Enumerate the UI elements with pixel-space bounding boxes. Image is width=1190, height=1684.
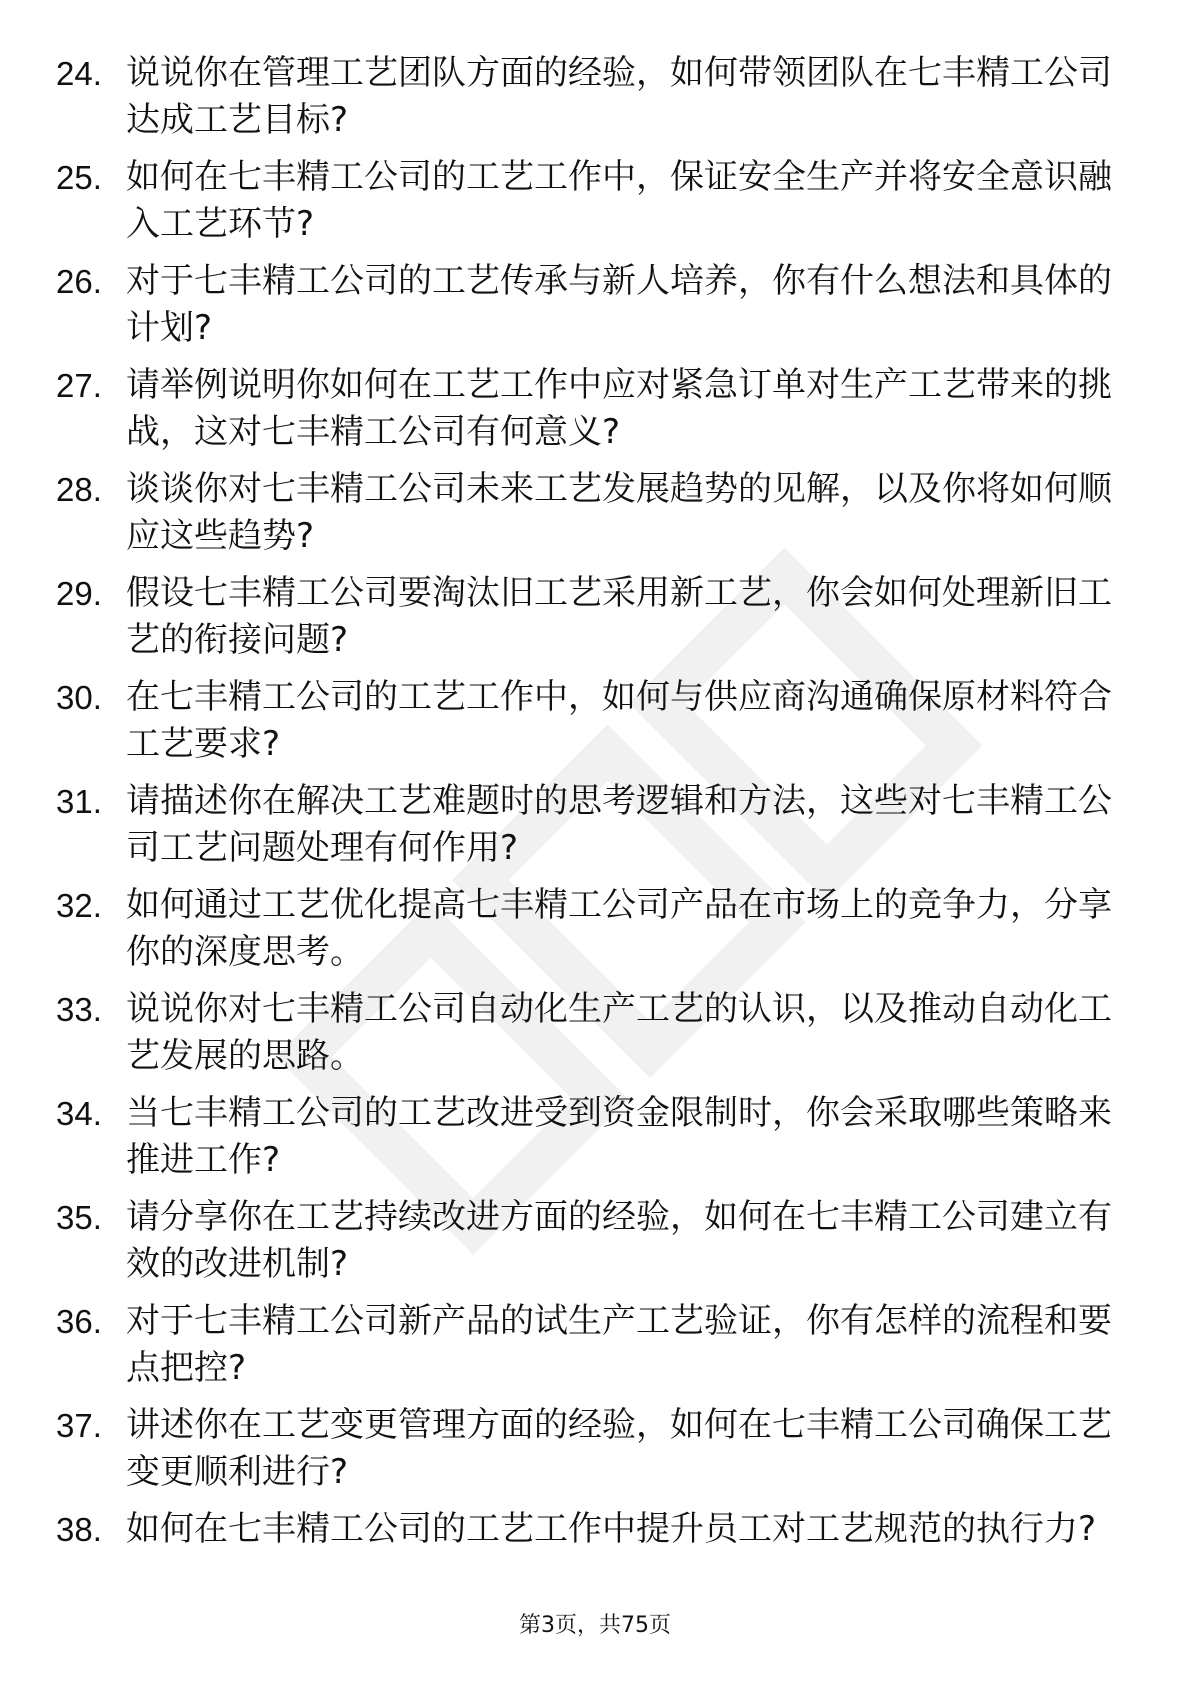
question-item — [56, 986, 1116, 1080]
question-number: 38. — [56, 1511, 102, 1548]
question-text: 谈谈你对七丰精工公司未来工艺发展趋势的见解，以及你将如何顺应这些趋势? — [126, 469, 1112, 556]
question-text: 在七丰精工公司的工艺工作中，如何与供应商沟通确保原材料符合工艺要求? — [126, 677, 1112, 764]
question-text: 对于七丰精工公司新产品的试生产工艺验证，你有怎样的流程和要点把控? — [126, 1301, 1112, 1388]
question-item — [56, 362, 1116, 456]
question-item — [56, 1090, 1116, 1184]
question-item — [56, 50, 1116, 144]
question-item — [56, 570, 1116, 664]
question-number: 37. — [56, 1407, 102, 1444]
question-item — [56, 466, 1116, 560]
question-text: 讲述你在工艺变更管理方面的经验，如何在七丰精工公司确保工艺变更顺利进行? — [126, 1405, 1112, 1492]
question-list — [56, 50, 1116, 1610]
question-number: 30. — [56, 679, 102, 716]
question-item — [56, 674, 1116, 768]
question-text: 假设七丰精工公司要淘汰旧工艺采用新工艺，你会如何处理新旧工艺的衔接问题? — [126, 573, 1112, 660]
question-text: 请举例说明你如何在工艺工作中应对紧急订单对生产工艺带来的挑战，这对七丰精工公司有何意义? — [126, 365, 1112, 452]
question-text: 说说你对七丰精工公司自动化生产工艺的认识，以及推动自动化工艺发展的思路。 — [126, 989, 1112, 1076]
question-text: 请分享你在工艺持续改进方面的经验，如何在七丰精工公司建立有效的改进机制? — [126, 1197, 1112, 1284]
question-text: 如何在七丰精工公司的工艺工作中，保证安全生产并将安全意识融入工艺环节? — [126, 157, 1112, 244]
question-number: 28. — [56, 471, 102, 508]
question-item — [56, 154, 1116, 248]
question-number: 35. — [56, 1199, 102, 1236]
question-text: 如何通过工艺优化提高七丰精工公司产品在市场上的竞争力，分享你的深度思考。 — [126, 885, 1112, 972]
question-text: 请描述你在解决工艺难题时的思考逻辑和方法，这些对七丰精工公司工艺问题处理有何作用? — [126, 781, 1112, 868]
question-item — [56, 1298, 1116, 1392]
question-number: 31. — [56, 783, 102, 820]
question-number: 33. — [56, 991, 102, 1028]
question-number: 36. — [56, 1303, 102, 1340]
question-item — [56, 1506, 1116, 1600]
question-number: 26. — [56, 263, 102, 300]
question-text: 对于七丰精工公司的工艺传承与新人培养，你有什么想法和具体的计划? — [126, 261, 1112, 348]
question-item — [56, 778, 1116, 872]
question-item — [56, 1194, 1116, 1288]
question-item — [56, 1402, 1116, 1496]
page-footer — [0, 1608, 1190, 1639]
question-number: 34. — [56, 1095, 102, 1132]
question-number: 24. — [56, 55, 102, 92]
question-number: 32. — [56, 887, 102, 924]
question-number: 27. — [56, 367, 102, 404]
question-item — [56, 882, 1116, 976]
question-number: 29. — [56, 575, 102, 612]
page-number-label: 第3页，共75页 — [519, 1613, 671, 1638]
question-item — [56, 258, 1116, 352]
question-number: 25. — [56, 159, 102, 196]
question-text: 说说你在管理工艺团队方面的经验，如何带领团队在七丰精工公司达成工艺目标? — [126, 53, 1112, 140]
question-text: 当七丰精工公司的工艺改进受到资金限制时，你会采取哪些策略来推进工作? — [126, 1093, 1112, 1180]
question-text: 如何在七丰精工公司的工艺工作中提升员工对工艺规范的执行力? — [126, 1509, 1097, 1549]
